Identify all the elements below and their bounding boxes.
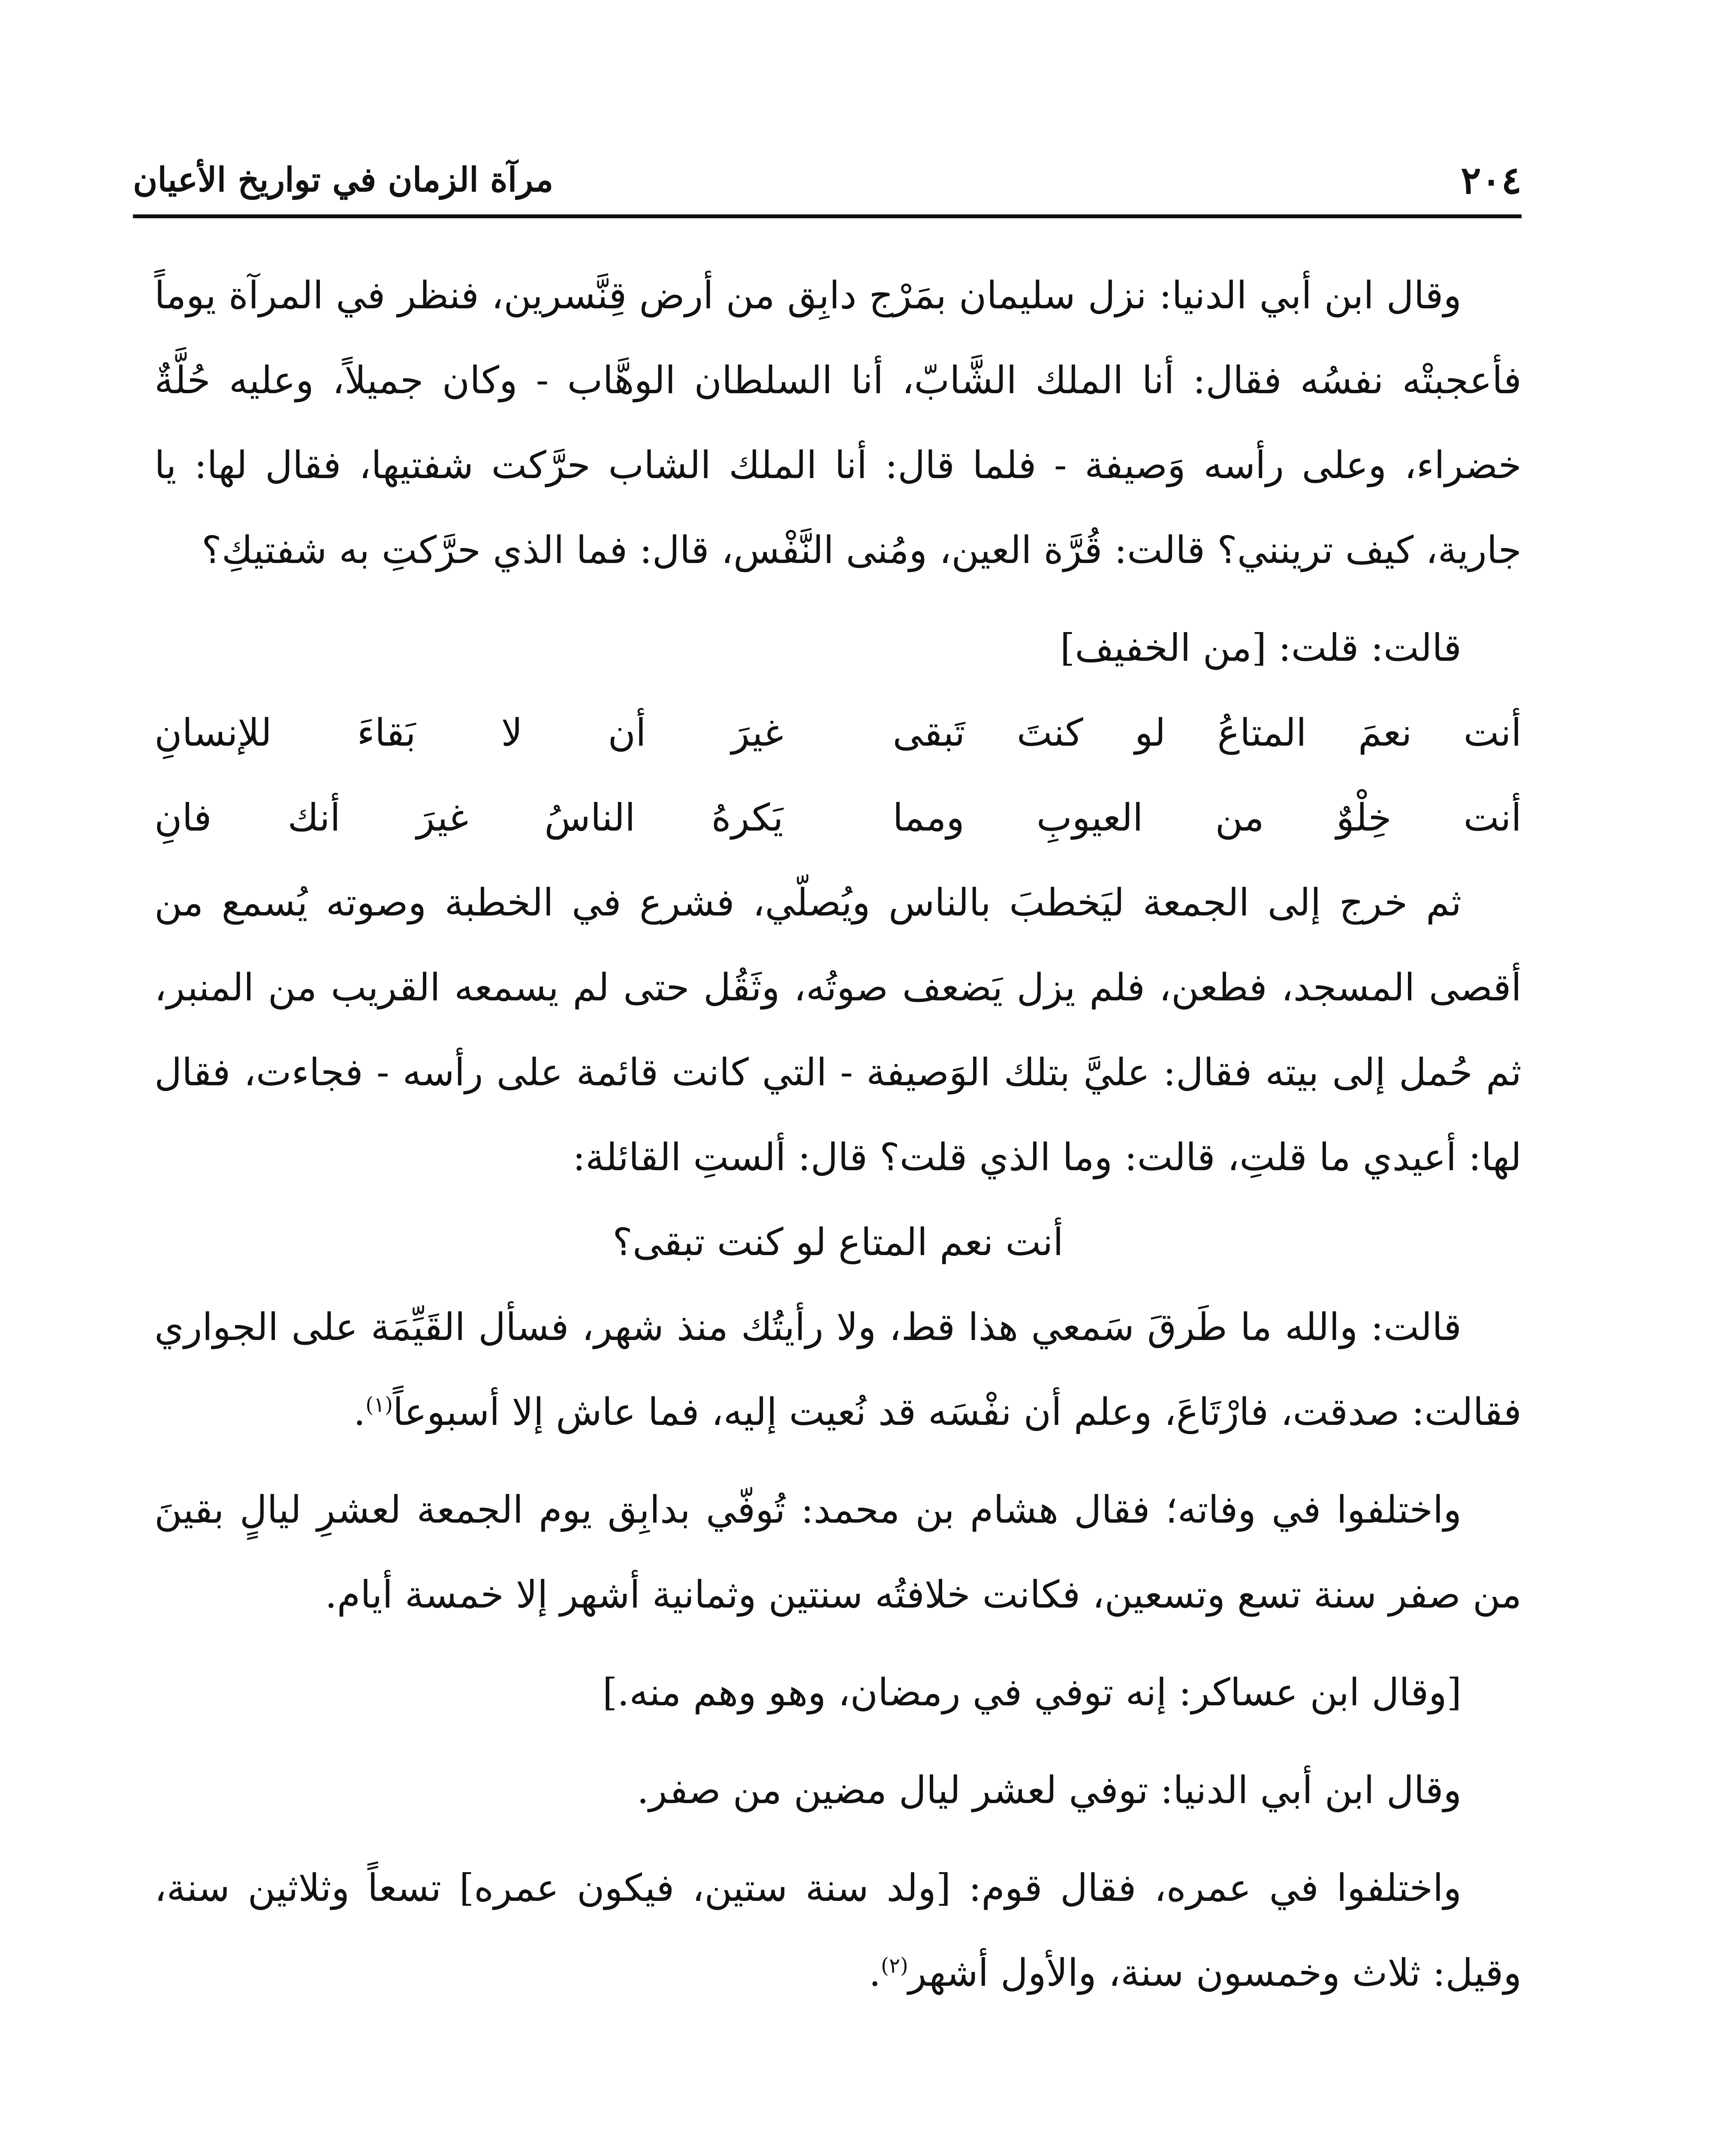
- header-rule: [133, 214, 1522, 218]
- book-title: مرآة الزمان في تواريخ الأعيان: [133, 160, 554, 199]
- verse-line-2: [154, 775, 1522, 860]
- footnote-ref-1: (١): [365, 1393, 393, 1417]
- verse-1-second-hemistich: غيرَ أن لا بَقاءَ للإنسانِ: [154, 711, 784, 755]
- running-header: [133, 152, 1522, 212]
- paragraph-2: قالت: قلت: [من الخفيف]: [1060, 626, 1462, 670]
- paragraph-6: [وقال ابن عساكر: إنه توفي في رمضان، وهو وهم منه.]: [603, 1670, 1462, 1714]
- paragraph-3: ثم خرج إلى الجمعة ليَخطبَ بالناس ويُصلّي، فشرع في الخطبة وصوته يُسمع من أقصى المسجد، فطعن، فلم يزل يَضعف صوتُه، وثَقُل حتى لم يسمعه القريب من المنبر، ثم حُمل إلى بيته فقال: عليَّ بتلك الوَصيفة - التي كانت قائمة على رأسه - فجاءت، فقال لها: أعيدي ما قلتِ، قالت: وما الذي قلت؟ قال: ألستِ القائلة:: [154, 880, 1522, 1179]
- paragraph-7: وقال ابن أبي الدنيا: توفي لعشر ليال مضين من صفر.: [637, 1768, 1462, 1812]
- main-text: [154, 253, 1522, 2015]
- verse-line-1: [154, 690, 1522, 775]
- paragraph-4: قالت: والله ما طَرقَ سَمعي هذا قط، ولا رأيتُك منذ شهر، فسأل القَيِّمَة على الجواري فقالت: صدقت، فارْتَاعَ، وعلم أن نفْسَه قد نُعيت إليه، فما عاش إلا أسبوعاً$^{(١)}$.: [154, 1305, 1522, 1434]
- verse-2-first-hemistich: أنت خِلْوٌ من العيوبِ ومما: [892, 795, 1522, 840]
- verse-quote: أنت نعم المتاع لو كنت تبقى؟: [612, 1220, 1064, 1264]
- verse-2-second-hemistich: يَكرهُ الناسُ غيرَ أنك فانِ: [154, 795, 784, 840]
- paragraph-5: واختلفوا في وفاته؛ فقال هشام بن محمد: تُوفّي بدابِق يوم الجمعة لعشرِ ليالٍ بقينَ من صفر سنة تسع وتسعين، فكانت خلافتُه سنتين وثمانية أشهر إلا خمسة أيام.: [154, 1488, 1522, 1617]
- verse-1-first-hemistich: أنت نعمَ المتاعُ لو كنتَ تَبقى: [892, 711, 1522, 755]
- paragraph-8: واختلفوا في عمره، فقال قوم: [ولد سنة ستين، فيكون عمره] تسعاً وثلاثين سنة، وقيل: ثلاث وخمسون سنة، والأول أشهر$^{(٢)}$.: [154, 1866, 1522, 1995]
- paragraph-1: وقال ابن أبي الدنيا: نزل سليمان بمَرْج دابِق من أرض قِنَّسرين، فنظر في المرآة يوماً فأعجبتْه نفسُه فقال: أنا الملك الشَّابّ، أنا السلطان الوهَّاب - وكان جميلاً، وعليه حُلَّةٌ خضراء، وعلى رأسه وَصيفة - فلما قال: أنا الملك الشاب حرَّكت شفتيها، فقال لها: يا جارية، كيف ترينني؟ قالت: قُرَّة العين، ومُنى النَّفْس، قال: فما الذي حرَّكتِ به شفتيكِ؟: [154, 273, 1522, 572]
- page-number: ٢٠٤: [1461, 158, 1522, 202]
- paragraph-8-text: واختلفوا في عمره، فقال قوم: [ولد سنة ستين، فيكون عمره] تسعاً وثلاثين سنة، وقيل: ثلاث وخمسون سنة، والأول أشهر: [154, 1866, 1522, 1995]
- footnote-ref-2: (٢): [881, 1954, 908, 1978]
- paragraph-4-text: قالت: والله ما طَرقَ سَمعي هذا قط، ولا رأيتُك منذ شهر، فسأل القَيِّمَة على الجواري فقالت: صدقت، فارْتَاعَ، وعلم أن نفْسَه قد نُعيت إليه، فما عاش إلا أسبوعاً: [154, 1305, 1522, 1434]
